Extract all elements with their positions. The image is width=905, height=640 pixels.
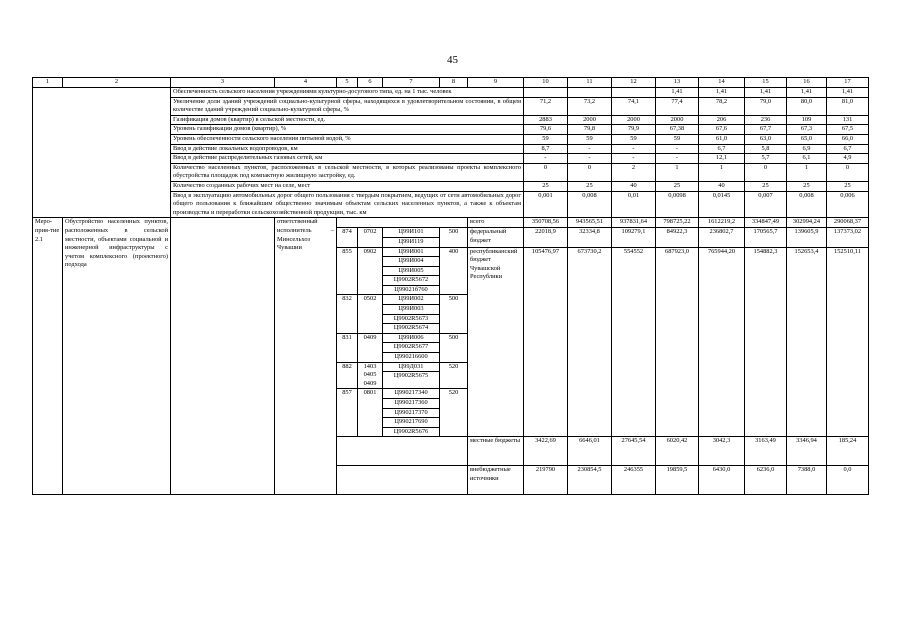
grbs-code: 874	[337, 228, 358, 247]
indicator-value: -	[612, 154, 656, 164]
indicator-value: 5,8	[745, 144, 787, 154]
table-body	[33, 78, 869, 495]
funding-value: 109279,1	[612, 228, 656, 247]
indicator-text: Газификация домов (квартир) в сельской местности, ед.	[171, 115, 524, 125]
csr-code-line: Ц99И002	[383, 295, 439, 305]
rzpr-code	[358, 247, 383, 295]
indicator-value: 73,2	[568, 97, 612, 115]
measure-label: Меро-прия-тие 2.1	[33, 218, 63, 495]
indicator-value: 59	[568, 134, 612, 144]
vr-code: 500	[440, 228, 468, 247]
rzpr-code	[358, 228, 383, 247]
indicator-value: 1	[699, 163, 745, 181]
grbs-code: 832	[337, 295, 358, 333]
col-header: 10	[524, 78, 568, 88]
indicator-value: 6,9	[787, 144, 827, 154]
indicator-value: 0	[568, 163, 612, 181]
funding-value: 3163,49	[745, 437, 787, 466]
csr-code-line: Ц9902R5672	[383, 276, 439, 286]
indicator-value: 109	[787, 115, 827, 125]
indicator-text: Обеспеченность сельского населения учреждениями культурно-досугового типа, ед. на 1 тыс. человек	[171, 88, 524, 98]
funding-value: 943565,51	[568, 218, 612, 228]
rzpr-code-line: 0902	[363, 247, 377, 255]
rzpr-code-line: 0409	[363, 333, 377, 341]
funding-value: 139605,9	[787, 228, 827, 247]
vr-code: 520	[440, 389, 468, 437]
col-header: 14	[699, 78, 745, 88]
funding-value: 3346,94	[787, 437, 827, 466]
indicator-value: 2	[612, 163, 656, 181]
csr-code-line: Ц99И006	[383, 334, 439, 344]
grbs-code: 882	[337, 362, 358, 389]
indicator-text: Количество населенных пунктов, расположенных в сельской местности, в которых реализованы проекты комплексного обустройства площадок под компактную жилищную застройку, ед.	[171, 163, 524, 181]
rzpr-code	[358, 295, 383, 333]
funding-value: 22018,9	[524, 228, 568, 247]
indicator-value: 0,007	[745, 191, 787, 218]
csr-code-line: Ц99И119	[398, 237, 424, 245]
indicator-value: 25	[656, 181, 699, 191]
rzpr-code	[358, 362, 383, 389]
indicator-text: Ввод в эксплуатацию автомобильных дорог общего пользования с твердым покрытием, ведущих от сети автомобильных дорог общего пользования к ближайшим общественно значимым объектам сельских населенных пунктов, а также к объектам производства и переработки сельскохозяйственной продукции, тыс. км	[171, 191, 524, 218]
rzpr-code	[358, 389, 383, 437]
col-header: 11	[568, 78, 612, 88]
col-header: 16	[787, 78, 827, 88]
indicator-value: 25	[745, 181, 787, 191]
indicator-value	[524, 88, 568, 98]
rzpr-code-line: 0702	[363, 228, 377, 236]
funding-value: 32334,8	[568, 228, 612, 247]
indicator-value: 0	[745, 163, 787, 181]
indicator-value: 236	[745, 115, 787, 125]
indicator-value: 6,7	[699, 144, 745, 154]
indicator-value: 59	[656, 134, 699, 144]
funding-source: местные бюджеты	[468, 437, 524, 466]
indicator-value: 61,0	[699, 134, 745, 144]
indicator-value	[568, 88, 612, 98]
col-header: 4	[275, 78, 337, 88]
csr-code-line: Ц99И001	[383, 248, 439, 258]
indicator-row	[33, 163, 869, 181]
indicator-value: 65,0	[787, 134, 827, 144]
indicator-value: 0,001	[524, 191, 568, 218]
indicator-value: 8,7	[524, 144, 568, 154]
indicator-value: 0	[524, 163, 568, 181]
funding-value: 554552	[612, 247, 656, 437]
indicator-value	[612, 88, 656, 98]
indicator-value: 79,0	[745, 97, 787, 115]
indicator-value: 0	[827, 163, 869, 181]
indicator-value: 2000	[656, 115, 699, 125]
funding-value: 3042,3	[699, 437, 745, 466]
csr-code	[383, 362, 440, 389]
vr-code: 500	[440, 333, 468, 362]
rzpr-code-line: 0502	[363, 295, 377, 303]
rzpr-code-line: 0801	[363, 389, 377, 397]
rzpr-code-line: 0409	[363, 379, 377, 387]
grbs-code: 855	[337, 247, 358, 295]
csr-code-line: Ц990216600	[394, 353, 428, 361]
indicator-value: 1,41	[745, 88, 787, 98]
funding-value: 1612219,2	[699, 218, 745, 228]
indicator-value: 67,6	[699, 125, 745, 135]
funding-value: 687923,0	[656, 247, 699, 437]
indicator-value: 1,41	[656, 88, 699, 98]
indicator-row	[33, 88, 869, 98]
col-header: 12	[612, 78, 656, 88]
funding-value: 7388,0	[787, 466, 827, 495]
funding-value: 6430,0	[699, 466, 745, 495]
indicator-value: 6,7	[827, 144, 869, 154]
indicator-row	[33, 154, 869, 164]
indicator-value: 66,0	[827, 134, 869, 144]
indicator-row	[33, 134, 869, 144]
indicator-value: 67,3	[787, 125, 827, 135]
responsible-executor: ответственный исполнитель – Минсельхоз Чувашии	[275, 218, 337, 495]
funding-value: 937831,64	[612, 218, 656, 228]
vr-code: 520	[440, 362, 468, 389]
header-row	[33, 78, 869, 88]
indicator-value: 77,4	[656, 97, 699, 115]
col-header: 9	[468, 78, 524, 88]
indicator-value: 78,2	[699, 97, 745, 115]
csr-code-line: Ц9902R5673	[383, 315, 439, 325]
indicator-value: -	[524, 154, 568, 164]
indicator-value: 131	[827, 115, 869, 125]
indicator-value: -	[568, 154, 612, 164]
funding-value: 798725,22	[656, 218, 699, 228]
indicator-value: 4,9	[827, 154, 869, 164]
indicator-row	[33, 125, 869, 135]
funding-value: 137373,02	[827, 228, 869, 247]
indicator-value: 1,41	[827, 88, 869, 98]
indicator-value: -	[656, 144, 699, 154]
indicator-text: Ввод в действие распределительных газовых сетей, км	[171, 154, 524, 164]
indicator-value: 25	[568, 181, 612, 191]
rzpr-code	[358, 333, 383, 362]
indicator-value: 1,41	[787, 88, 827, 98]
vr-code: 400	[440, 247, 468, 295]
funding-value: 6646,01	[568, 437, 612, 466]
funding-value: 170565,7	[745, 228, 787, 247]
funding-value: 765944,20	[699, 247, 745, 437]
indicator-value: 25	[524, 181, 568, 191]
indicator-value: 0,01	[612, 191, 656, 218]
csr-code-line: Ц99И005	[383, 267, 439, 277]
csr-code-line: Ц990217370	[383, 409, 439, 419]
indicator-value: 1,41	[699, 88, 745, 98]
rzpr-code-line: 0405	[363, 371, 377, 379]
indicator-row	[33, 191, 869, 218]
csr-code-line: Ц990217340	[383, 389, 439, 399]
col-header: 15	[745, 78, 787, 88]
funding-value: 0,0	[827, 466, 869, 495]
indicator-value: 0,008	[568, 191, 612, 218]
indicator-value: 67,5	[827, 125, 869, 135]
funding-value: 246355	[612, 466, 656, 495]
csr-code-line: Ц99И004	[383, 257, 439, 267]
indicator-row	[33, 181, 869, 191]
program-table	[32, 77, 869, 495]
col-header: 17	[827, 78, 869, 88]
indicator-value: 12,1	[699, 154, 745, 164]
indicator-value: 79,9	[612, 125, 656, 135]
indicator-value: -	[612, 144, 656, 154]
funding-value: 185,24	[827, 437, 869, 466]
indicator-value: 79,6	[524, 125, 568, 135]
indicator-value: 206	[699, 115, 745, 125]
col-header: 1	[33, 78, 63, 88]
col-header: 2	[63, 78, 171, 88]
csr-code	[383, 228, 440, 247]
csr-code	[383, 389, 440, 437]
indicator-value: 25	[787, 181, 827, 191]
measure-row	[33, 218, 869, 228]
csr-code	[383, 247, 440, 295]
col-header: 3	[171, 78, 275, 88]
funding-value: 334847,49	[745, 218, 787, 228]
csr-code-line: Ц99И101	[383, 228, 439, 238]
measure-name: Обустройство населенных пунктов, расположенных в сельской местности, объектами социальной и инженерной инфраструктуры с учетом комплексного (проектного) подхода	[63, 218, 171, 495]
col-header: 5	[337, 78, 358, 88]
csr-code-line: Ц990217690	[383, 418, 439, 428]
indicator-value: 40	[612, 181, 656, 191]
indicator-row	[33, 115, 869, 125]
indicator-value: -	[568, 144, 612, 154]
funding-value: 84922,3	[656, 228, 699, 247]
vr-code: 500	[440, 295, 468, 333]
indicator-value: 5,7	[745, 154, 787, 164]
col-header: 6	[358, 78, 383, 88]
funding-value: 105476,97	[524, 247, 568, 437]
csr-code	[383, 295, 440, 333]
funding-value: 6236,0	[745, 466, 787, 495]
indicator-text: Количество созданных рабочих мест на селе, мест	[171, 181, 524, 191]
indicator-value: 80,0	[787, 97, 827, 115]
rzpr-code-line: 1403	[363, 362, 377, 370]
csr-code-line: Ц9902R5676	[393, 427, 429, 435]
indicator-value: 67,38	[656, 125, 699, 135]
funding-source: республиканский бюджет Чувашской Республики	[468, 247, 524, 437]
funding-value: 3422,69	[524, 437, 568, 466]
funding-source: всего	[468, 218, 524, 228]
indicator-value: 0,008	[787, 191, 827, 218]
funding-value: 230854,5	[568, 466, 612, 495]
indicator-value: 74,1	[612, 97, 656, 115]
csr-code-line: Ц9902R5674	[393, 324, 429, 332]
funding-value: 673730,2	[568, 247, 612, 437]
grbs-code: 831	[337, 333, 358, 362]
funding-value: 19859,5	[656, 466, 699, 495]
indicator-value: 2000	[568, 115, 612, 125]
col-header: 8	[440, 78, 468, 88]
indicator-value: 40	[699, 181, 745, 191]
funding-value: 350708,56	[524, 218, 568, 228]
col-header: 13	[656, 78, 699, 88]
indicator-value: 63,0	[745, 134, 787, 144]
indicator-value: 71,2	[524, 97, 568, 115]
funding-source: внебюджетные источники	[468, 466, 524, 495]
funding-value: 6020,42	[656, 437, 699, 466]
funding-source: федеральный бюджет	[468, 228, 524, 247]
indicator-value: 59	[524, 134, 568, 144]
funding-value: 302994,24	[787, 218, 827, 228]
funding-value: 152653,4	[787, 247, 827, 437]
funding-value: 154882,3	[745, 247, 787, 437]
indicator-value: 59	[612, 134, 656, 144]
grbs-code: 857	[337, 389, 358, 437]
indicator-value: 25	[827, 181, 869, 191]
indicator-value: 1	[656, 163, 699, 181]
funding-value: 290068,37	[827, 218, 869, 228]
indicator-value: -	[656, 154, 699, 164]
indicator-value: 1	[787, 163, 827, 181]
csr-code	[383, 333, 440, 362]
funding-value: 27645,54	[612, 437, 656, 466]
csr-code-line: Ц99Д031	[383, 363, 439, 373]
indicator-value: 2883	[524, 115, 568, 125]
csr-code-line: Ц9902R5677	[383, 343, 439, 353]
csr-code-line: Ц99И003	[383, 305, 439, 315]
indicator-value: 67,7	[745, 125, 787, 135]
indicator-text: Ввод в действие локальных водопроводов, км	[171, 144, 524, 154]
csr-code-line: Ц9902R5675	[393, 372, 429, 380]
page-number: 45	[447, 54, 458, 66]
funding-value: 219790	[524, 466, 568, 495]
col-header: 7	[383, 78, 440, 88]
csr-code-line: Ц990217360	[383, 399, 439, 409]
funding-value: 236802,7	[699, 228, 745, 247]
indicator-value: 0,0098	[656, 191, 699, 218]
csr-code-line: Ц99021б760	[394, 285, 428, 293]
indicator-value: 0,006	[827, 191, 869, 218]
indicator-value: 2000	[612, 115, 656, 125]
indicator-value: 81,0	[827, 97, 869, 115]
indicator-value: 0,0145	[699, 191, 745, 218]
indicator-value: 6,1	[787, 154, 827, 164]
funding-value: 152510,11	[827, 247, 869, 437]
indicator-value: 79,8	[568, 125, 612, 135]
indicator-row	[33, 144, 869, 154]
indicator-text: Уровень газификации домов (квартир), %	[171, 125, 524, 135]
indicator-text: Уровень обеспеченности сельского населения питьевой водой, %	[171, 134, 524, 144]
indicator-text: Увеличение доли зданий учреждений социально-культурной сферы, находящихся в удовлетворительном состоянии, в общем количестве зданий учреждений социально-культурной сферы, %	[171, 97, 524, 115]
indicator-row	[33, 97, 869, 115]
